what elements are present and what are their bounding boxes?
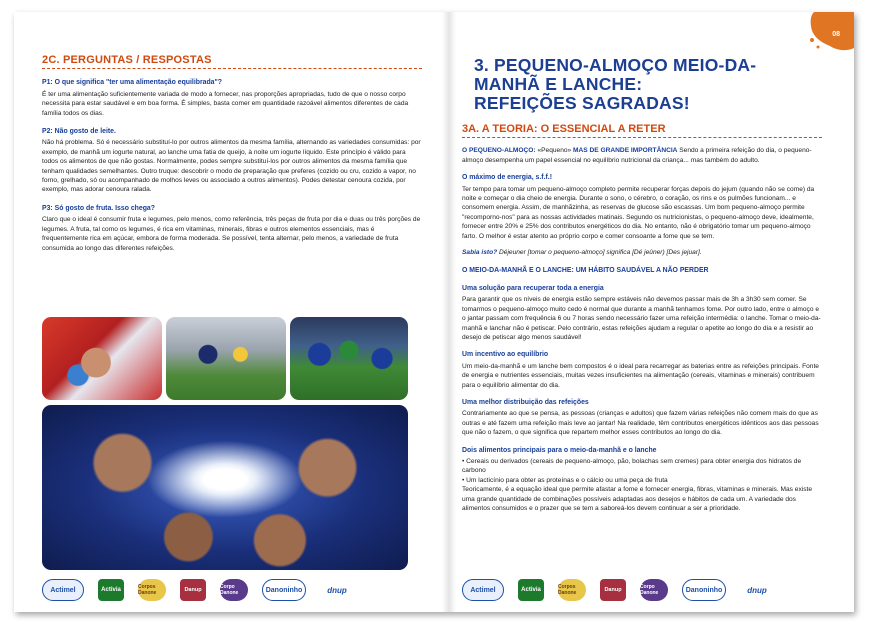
logo-danup: Danup [180,579,206,601]
answer-3: Claro que o ideal é consumir fruta e legumes, pelo menos, como referência, três peças de fruta por dia e duas ou três porções de legumes. A fruta, tal como os legumes, é rica em vitaminas, minerais, fibras e outros elementos essenciais, mas é frequentemente rica em açúcar, embora de forma moderada. Se possível, tenta alternar, pelo menos, a variedade de fruta consumida ao longo das diferentes refeições. [42,216,421,252]
logo-danup: Danup [600,579,626,601]
logo-corpo-danone: Corpo Danone [640,579,668,601]
lead-rest: Sendo a primeira refeição do dia, o pequeno-almoço desempenha um papel essencial no equilíbrio nutricional da criança... mas também do adulto. [462,147,812,164]
photo-football-players [290,317,408,400]
section-balance-title: Um incentivo ao equilíbrio [462,351,549,359]
logo-actimel: Actimel [42,579,84,601]
section-distribution-text: Contrariamente ao que se pensa, as pessoas (crianças e adultos) que fazem várias refeições não comem mais do que as outras e até fazem uma refeição mais leve ao jantar! Na realidade, têm contributos energéticos idênticos aos das pessoas que não o fazem, o que significa que repartem melhor esses contributos ao longo do dia. [462,410,819,437]
question-1: P1: O que significa "ter uma alimentação equilibrada"? [42,79,222,87]
foods-bullet-2: • Um lacticínio para obter as proteínas e o cálcio ou uma peça de fruta [462,476,668,484]
section-distribution-title: Uma melhor distribuição das refeições [462,398,589,406]
section-foods-title: Dois alimentos principais para o meio-da-manhã e o lanche [462,446,657,454]
photo-child-drinking [42,317,162,400]
section-energy-title: O máximo de energia, s.f.f.! [462,174,552,182]
logo-corpos-danone: Corpos Danone [138,579,166,601]
did-you-know-label: Sabia isto? [462,249,498,257]
logo-danoninho: Danoninho [682,579,726,601]
page-number-badge [806,12,854,52]
logo-strip-left [42,575,354,605]
brochure-spread [14,12,854,612]
right-page [462,56,822,513]
question-3: P3: Só gosto de fruta. Isso chega? [42,204,155,212]
logo-strip-right [462,575,774,605]
right-subheading: 3A. A TEORIA: O ESSENCIAL A RETER [462,125,822,138]
logo-activia: Activia [98,579,124,601]
left-heading: 2C. PERGUNTAS / RESPOSTAS [42,56,422,69]
photo-team-huddle [42,405,408,570]
logo-corpos-danone: Corpos Danone [558,579,586,601]
left-page [42,56,422,253]
foods-bullet-1: • Cereais ou derivados (cereais de pequeno-almoço, pão, bolachas sem cremes) para obter energia dos hidratos de carbono [462,457,802,475]
section-recover-text: Para garantir que os níveis de energia estão sempre estáveis não devemos passar mais de 3h a 3h30 sem comer. Se tomarmos o pequeno-almoço muito cedo é normal que durante a manhã tenhamos fome. Por outro lado, entre o almoço e o jantar passam com frequência 6 ou 7 horas sendo necessário fazer uma refeição intermédia: o lanche. Tomar o meio-da-manhã e lanchar não é petiscar. Pelo contrário, estas refeições ajudam a regular o apetite ao longo do dia e a resistir ao desejo de petiscar algo menos saudável! [462,296,821,341]
lead-mid: «Pequeno» [535,147,574,155]
question-2: P2: Não gosto de leite. [42,128,116,136]
answer-2: Não há problema. Só é necessário substituí-lo por outros alimentos da mesma família, alternando as variedades consumidas: por exemplo, de manhã um iogurte natural, ao lanche uma fatia de queijo, à noite um iogurte líquido. Este princípio é válido para todos os alimentos de que não gostas. Normalmente, podes sempre substituí-los por outros alimentos da mesma família que tenham qualidades semelhantes. Outro truque: descobrir o modo de preparação que preferes (cozido ou cru, cozido a vapor, no forno, grelhado, só ou acompanhado de molhos leves ou associado a outros alimentos). Podes detestar cenoura cozida, por exemplo, mas adorar cenoura ralada. [42,139,421,194]
logo-danoninho: Danoninho [262,579,306,601]
logo-actimel: Actimel [462,579,504,601]
section-foods-text: Teoricamente, é a equação ideal que permite afastar a fome e fornecer energia, fibras, vitaminas e minerais. Mas existe uma grande quantidade de combinações possíveis adaptadas aos desejos e hábitos de cada um. A variedade dos alimentos consumidos e o prazer que se tem a saboreá-los devem continuar a ser a prioridade. [462,486,813,512]
did-you-know [462,248,822,257]
lead-bold: O PEQUENO-ALMOÇO: [462,147,536,155]
section-energy-text: Ter tempo para tomar um pequeno-almoço completo permite recuperar forças depois do jejum (quando não se come) da noite e começar o dia cheio de energia. Durante o sono, o cérebro, o coração, os rins e os pulmões funcionam... e consomem energia. Assim, de manhãzinha, as reservas de glucose são escassas. Um bom pequeno-almoço permite "recomporno-nos" para as nossas actividades matinais. Segundo os nutricionistas, o pequeno-almoço deve, idealmente, fornecer entre 20% e 25% dos contributos energéticos do dia. No entanto, não é obrigatório tomar um pequeno-almoço farto. O melhor é estar atento ao próprio corpo e comer consoante a fome que se tem. [462,185,815,240]
logo-corpo-danone: Corpo Danone [220,579,248,601]
section-balance-text: Um meio-da-manhã e um lanche bem compostos é o ideal para recarregar as baterias entre as refeições principais. Fonte de energia e nutrientes essenciais, muitas vezes insuficientes na alimentação (cereais, vitaminas e minerais) contribuem para o equilíbrio alimentar do dia. [462,362,819,389]
page-number: 08 [832,31,840,38]
lead-bold2: MAS DE GRANDE IMPORTÂNCIA [573,147,678,155]
photo-football-match [166,317,286,400]
section-recover-title: Uma solução para recuperar toda a energia [462,284,604,292]
orange-splash-icon [806,12,854,52]
main-title-line2: REFEIÇÕES SAGRADAS! [474,93,690,113]
lead-paragraph [462,146,822,165]
logo-dnup: dnup [740,579,774,601]
logo-activia: Activia [518,579,544,601]
logo-dnup: dnup [320,579,354,601]
photo-collage [42,317,422,572]
answer-1: É ter uma alimentação suficientemente variada de modo a fornecer, nas proporções apropriadas, tudo de que o nosso corpo necessita para estar saudável e em boa forma. É simples, basta comer em quantidade razoável alimentos diferentes de cada família todos os dias. [42,90,409,117]
did-you-know-text: Déjeuner [tomar o pequeno-almoço] significa [Dé jeûner) [Des jejuar]. [497,249,702,257]
main-title-line1: 3. PEQUENO-ALMOÇO MEIO-DA-MANHÃ E LANCHE: [474,55,757,94]
page-gutter [442,12,456,612]
section-snack-title: O MEIO-DA-MANHÃ E O LANCHE: UM HÁBITO SAUDÁVEL A NÃO PERDER [462,267,709,275]
